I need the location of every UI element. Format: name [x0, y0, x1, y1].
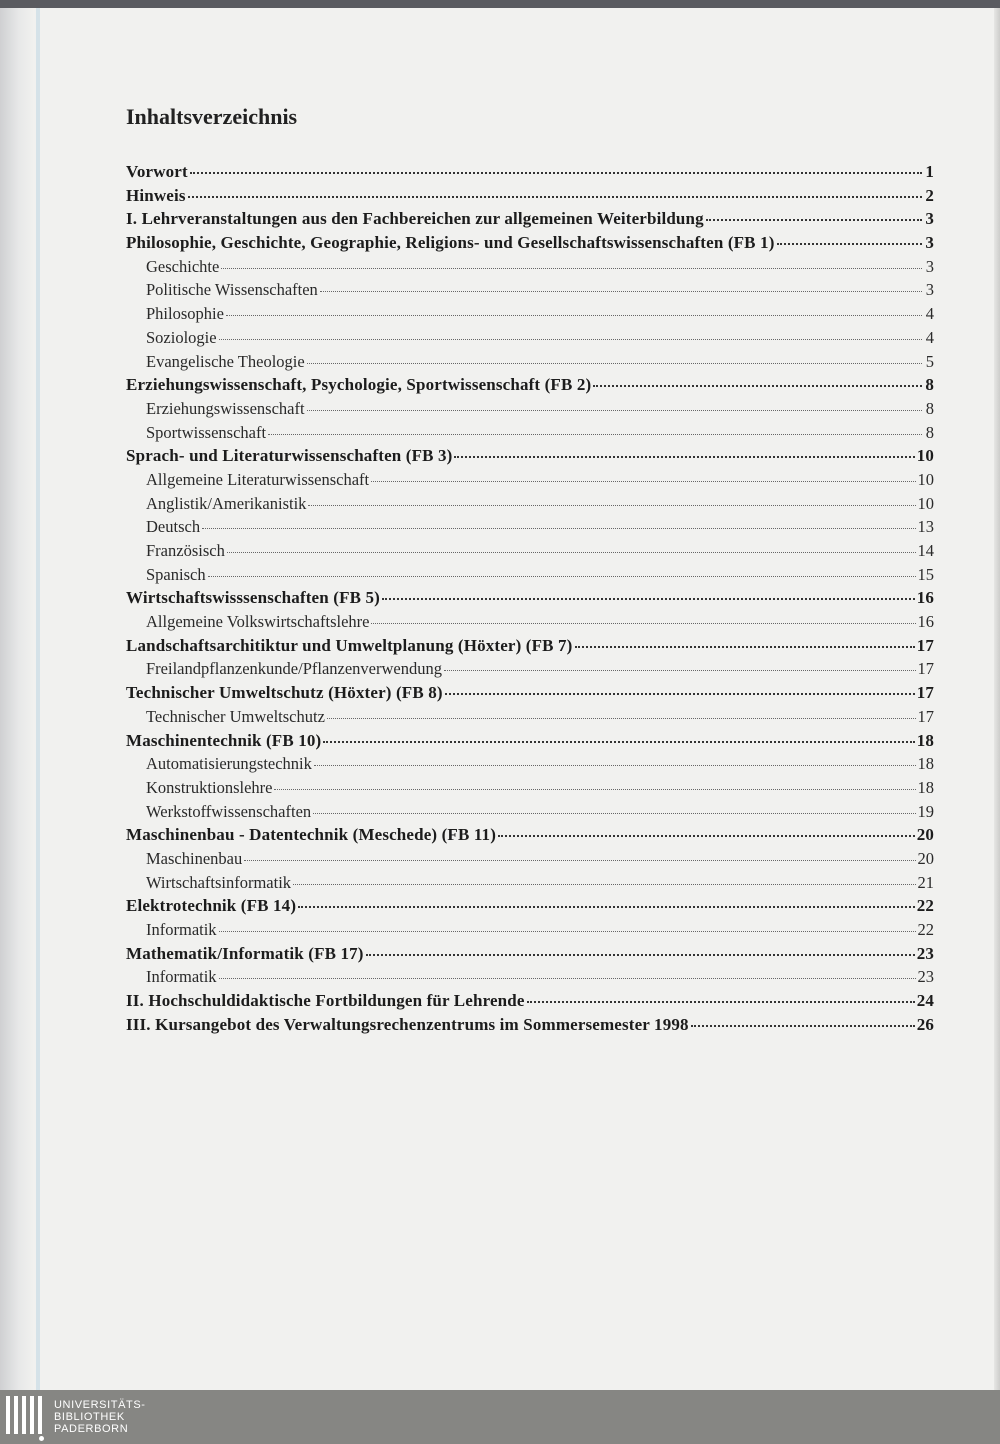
toc-page-number: 24	[916, 991, 934, 1011]
toc-subsection-entry	[126, 778, 934, 802]
toc-subsection-entry	[126, 802, 934, 826]
toc-dot-leader	[244, 860, 915, 861]
toc-dot-leader	[219, 931, 916, 932]
page-spine-shadow	[0, 8, 34, 1390]
toc-entry-title: Philosophie, Geschichte, Geographie, Religions- und Gesellschaftswissenschaften (FB 1)	[126, 233, 775, 253]
toc-entry-title: Spanisch	[146, 564, 206, 584]
toc-entry-title: Technischer Umweltschutz (Höxter) (FB 8)	[126, 683, 443, 703]
toc-subsection-entry	[126, 328, 934, 352]
toc-page-number: 16	[917, 612, 934, 632]
toc-entry-title: Landschaftsarchitiktur und Umweltplanung (Höxter) (FB 7)	[126, 635, 573, 655]
toc-dot-leader	[320, 291, 922, 292]
toc-section-entry	[126, 588, 934, 612]
toc-dot-leader	[219, 339, 922, 340]
toc-page-number: 21	[917, 872, 934, 892]
toc-page-number: 3	[925, 233, 934, 253]
document-page	[0, 8, 1000, 1390]
toc-page-number: 18	[917, 777, 934, 797]
toc-subsection-entry	[126, 754, 934, 778]
toc-subsection-entry	[126, 423, 934, 447]
toc-entry-title: Freilandpflanzenkunde/Pflanzenverwendung	[146, 659, 442, 679]
toc-page-number: 16	[916, 588, 934, 608]
page-right-edge	[994, 8, 1000, 1390]
toc-subsection-entry	[126, 257, 934, 281]
toc-subsection-entry	[126, 565, 934, 589]
toc-section-entry	[126, 209, 934, 233]
toc-entry-title: Deutsch	[146, 517, 201, 537]
library-logo-icon	[4, 1394, 46, 1440]
toc-section-entry	[126, 683, 934, 707]
toc-page-number: 20	[917, 848, 934, 868]
toc-entry-title: Geschichte	[146, 256, 220, 276]
toc-dot-leader	[308, 505, 915, 506]
toc-dot-leader	[444, 670, 916, 671]
toc-entry-title: Philosophie	[146, 304, 224, 324]
toc-subsection-entry	[126, 920, 934, 944]
toc-section-entry	[126, 446, 934, 470]
toc-dot-leader	[593, 385, 922, 387]
toc-page-number: 3	[925, 280, 934, 300]
logo-line: UNIVERSITÄTS-	[54, 1399, 146, 1411]
toc-page-number: 4	[925, 304, 934, 324]
toc-dot-leader	[226, 315, 922, 316]
toc-entry-title: Mathematik/Informatik (FB 17)	[126, 943, 364, 963]
toc-subsection-entry	[126, 659, 934, 683]
toc-entry-title: Elektrotechnik (FB 14)	[126, 896, 297, 916]
toc-page-number: 19	[917, 801, 934, 821]
toc-section-entry	[126, 233, 934, 257]
toc-page-number: 8	[925, 422, 934, 442]
toc-section-entry	[126, 731, 934, 755]
toc-section-entry	[126, 825, 934, 849]
toc-entry-title: Maschinenbau	[146, 848, 243, 868]
toc-dot-leader	[323, 741, 914, 743]
toc-section-entry	[126, 375, 934, 399]
toc-section-entry	[126, 944, 934, 968]
toc-dot-leader	[208, 576, 916, 577]
toc-entry-title: Allgemeine Volkswirtschaftslehre	[146, 612, 370, 632]
toc-page-number: 17	[917, 706, 934, 726]
toc-entry-title: Konstruktionslehre	[146, 777, 273, 797]
toc-subsection-entry	[126, 352, 934, 376]
toc-entry-title: Französisch	[146, 541, 225, 560]
toc-dot-leader	[327, 718, 916, 719]
toc-section-entry	[126, 162, 934, 186]
toc-dot-leader	[274, 789, 915, 790]
toc-dot-leader	[221, 268, 922, 269]
toc-dot-leader	[307, 410, 922, 411]
toc-subsection-entry	[126, 707, 934, 731]
toc-subsection-entry	[126, 873, 934, 897]
toc-page-number: 23	[917, 967, 934, 987]
toc-page-number: 4	[925, 327, 934, 347]
toc-entry-title: Soziologie	[146, 327, 217, 347]
toc-page-number: 10	[916, 446, 934, 466]
toc-dot-leader	[371, 623, 915, 624]
toc-dot-leader	[293, 884, 915, 885]
toc-page-number: 8	[925, 398, 934, 418]
toc-dot-leader	[298, 906, 915, 908]
toc-subsection-entry	[126, 494, 934, 518]
table-of-contents	[126, 162, 934, 1038]
toc-entry-title: Allgemeine Literaturwissenschaft	[146, 469, 370, 489]
toc-subsection-entry	[126, 541, 934, 565]
toc-entry-title: Werkstoffwissenschaften	[146, 801, 312, 821]
toc-dot-leader	[371, 481, 915, 482]
toc-entry-title: Erziehungswissenschaft	[146, 398, 305, 418]
toc-page-number: 8	[925, 375, 934, 395]
library-logo	[4, 1394, 146, 1440]
toc-page-number: 18	[917, 754, 934, 774]
toc-subsection-entry	[126, 967, 934, 991]
toc-entry-title: Evangelische Theologie	[146, 351, 305, 371]
toc-dot-leader	[202, 528, 915, 529]
toc-entry-title: Vorwort	[126, 162, 188, 181]
toc-subsection-entry	[126, 280, 934, 304]
toc-dot-leader	[188, 196, 922, 198]
toc-subsection-entry	[126, 612, 934, 636]
toc-entry-title: Sportwissenschaft	[146, 422, 267, 442]
toc-entry-title: Politische Wissenschaften	[146, 280, 318, 300]
toc-entry-title: Informatik	[146, 967, 217, 987]
toc-section-entry	[126, 186, 934, 210]
toc-page-number: 2	[925, 185, 934, 205]
toc-page-number: 20	[916, 825, 934, 845]
toc-page-number: 14	[917, 541, 934, 560]
toc-page-number: 10	[917, 493, 934, 513]
toc-entry-title: Anglistik/Amerikanistik	[146, 493, 307, 513]
toc-section-entry	[126, 636, 934, 660]
page-title: Inhaltsverzeichnis	[126, 104, 298, 129]
toc-page-number: 17	[916, 635, 934, 655]
toc-entry-title: Hinweis	[126, 185, 186, 205]
toc-dot-leader	[527, 1001, 915, 1003]
toc-dot-leader	[498, 835, 915, 837]
toc-entry-title: Wirtschaftswisssenschaften (FB 5)	[126, 588, 380, 608]
toc-dot-leader	[314, 765, 916, 766]
toc-dot-leader	[313, 813, 915, 814]
toc-dot-leader	[691, 1025, 915, 1027]
toc-subsection-entry	[126, 304, 934, 328]
page-binding-edge	[36, 8, 40, 1390]
toc-entry-title: I. Lehrveranstaltungen aus den Fachbereichen zur allgemeinen Weiterbildung	[126, 209, 704, 229]
toc-page-number: 23	[916, 943, 934, 963]
toc-page-number: 13	[917, 517, 934, 537]
toc-dot-leader	[382, 598, 915, 600]
toc-page-number: 10	[917, 469, 934, 489]
toc-entry-title: Informatik	[146, 920, 217, 939]
toc-dot-leader	[307, 363, 922, 364]
toc-entry-title: Erziehungswissenschaft, Psychologie, Sportwissenschaft (FB 2)	[126, 375, 592, 395]
toc-page-number: 22	[917, 920, 934, 939]
toc-dot-leader	[454, 456, 914, 458]
toc-entry-title: Automatisierungstechnik	[146, 754, 312, 774]
toc-section-entry	[126, 1015, 934, 1039]
toc-entry-title: Maschinenbau - Datentechnik (Meschede) (FB 11)	[126, 825, 497, 845]
toc-page-number: 3	[925, 209, 934, 229]
toc-dot-leader	[190, 172, 922, 174]
toc-page-number: 18	[916, 730, 934, 750]
toc-dot-leader	[227, 552, 916, 553]
toc-page-number: 26	[916, 1014, 934, 1034]
scan-top-border	[0, 0, 1000, 8]
toc-dot-leader	[575, 646, 915, 648]
toc-dot-leader	[706, 219, 922, 221]
toc-page-number: 1	[925, 162, 934, 181]
toc-section-entry	[126, 896, 934, 920]
toc-section-entry	[126, 991, 934, 1015]
toc-page-number: 22	[916, 896, 934, 916]
toc-entry-title: Technischer Umweltschutz	[146, 706, 325, 726]
library-footer-bar	[0, 1390, 1000, 1444]
toc-dot-leader	[219, 978, 916, 979]
toc-page-number: 17	[917, 659, 934, 679]
toc-dot-leader	[268, 434, 922, 435]
toc-page-number: 5	[925, 351, 934, 371]
toc-dot-leader	[445, 693, 915, 695]
toc-subsection-entry	[126, 517, 934, 541]
toc-dot-leader	[777, 243, 922, 245]
logo-line: PADERBORN	[54, 1423, 129, 1435]
toc-dot-leader	[366, 954, 915, 956]
toc-entry-title: Wirtschaftsinformatik	[146, 872, 292, 892]
toc-entry-title: Maschinentechnik (FB 10)	[126, 730, 322, 750]
toc-page-number: 15	[917, 564, 934, 584]
toc-subsection-entry	[126, 399, 934, 423]
toc-entry-title: Sprach- und Literaturwissenschaften (FB 3)	[126, 446, 453, 466]
toc-page-number: 3	[925, 256, 934, 276]
toc-entry-title: III. Kursangebot des Verwaltungsrechenzentrums im Sommersemester 1998	[126, 1014, 689, 1034]
logo-line: BIBLIOTHEK	[54, 1411, 125, 1423]
toc-subsection-entry	[126, 470, 934, 494]
library-logo-text	[54, 1399, 146, 1435]
toc-page-number: 17	[916, 683, 934, 703]
toc-entry-title: II. Hochschuldidaktische Fortbildungen für Lehrende	[126, 991, 525, 1011]
toc-subsection-entry	[126, 849, 934, 873]
